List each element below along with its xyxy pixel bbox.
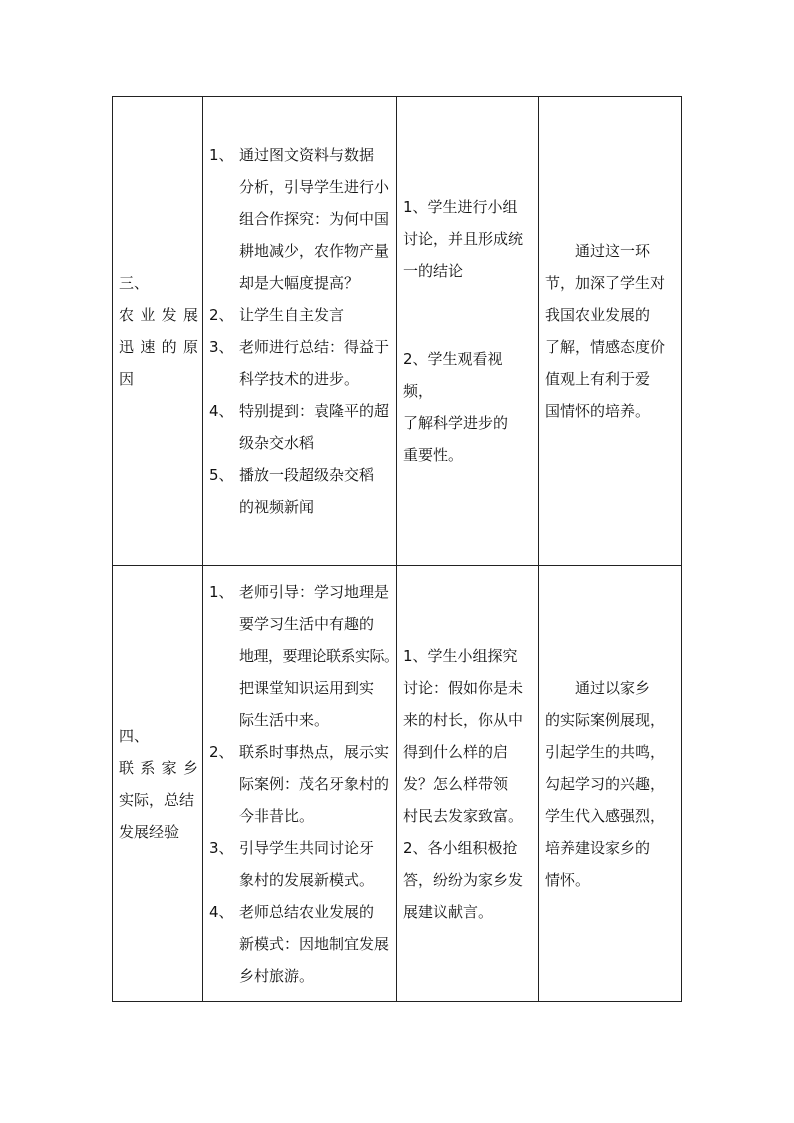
list-item (209, 299, 390, 331)
item-line: 际案例：茂名牙象村的 (239, 774, 390, 793)
purpose-line: 节，加深了学生对 (545, 274, 666, 292)
student-activity-cell (397, 566, 539, 1002)
stage-title-line: 迅速的原 (119, 338, 198, 356)
list-item (209, 736, 390, 832)
student-activity-cell (397, 97, 539, 566)
stage-title (119, 752, 198, 848)
purpose-line: 国情怀的培养。 (545, 402, 651, 420)
item-line: 际生活中来。 (239, 710, 330, 729)
item-line: 把课堂知识运用到实 (239, 678, 375, 697)
item-line: 地理，要理论联系实际。 (239, 646, 399, 665)
item-line: 讨论：假如你是未 (403, 678, 524, 697)
purpose-line: 了解，情感态度价 (545, 338, 666, 356)
item-line: 乡村旅游。 (239, 966, 315, 985)
design-purpose-cell (539, 97, 682, 566)
item-line: 老师引导：学习地理是 (239, 582, 390, 601)
purpose-line: 值观上有利于爱 (545, 370, 651, 388)
stage-title-line: 联系家乡 (119, 758, 198, 777)
item-line: 的视频新闻 (239, 498, 315, 516)
item-line: 发？怎么样带领 (403, 774, 509, 793)
item-line: 2、各小组积极抢 (403, 838, 518, 857)
lesson-plan-table (112, 96, 682, 1002)
item-line: 老师总结农业发展的 (239, 902, 375, 921)
student-item (403, 343, 532, 471)
item-number: 5、 (209, 466, 234, 484)
list-item (209, 832, 390, 896)
list-item (209, 331, 390, 395)
item-line: 得到什么样的启 (403, 742, 509, 761)
item-line: 却是大幅度提高？ (239, 274, 360, 292)
student-item (403, 640, 532, 832)
item-line: 组合作探究：为何中国 (239, 210, 390, 228)
stage-number: 四、 (119, 726, 150, 745)
item-line: 重要性。 (403, 446, 464, 464)
item-line: 新模式：因地制宜发展 (239, 934, 390, 953)
list-item (209, 576, 399, 736)
purpose-line: 我国农业发展的 (545, 306, 651, 324)
purpose-line: 通过这一环 (575, 242, 651, 260)
item-line: 引导学生共同讨论牙 (239, 838, 375, 857)
teacher-activity-cell (203, 97, 397, 566)
purpose-line: 通过以家乡 (575, 678, 651, 697)
teacher-activity-cell (203, 566, 397, 1002)
student-item (403, 832, 532, 928)
stage-number: 三、 (119, 274, 150, 292)
item-line: 分析，引导学生进行小 (239, 178, 390, 196)
item-line: 来的村长，你从中 (403, 710, 524, 729)
purpose-line: 情怀。 (545, 870, 591, 889)
stage-cell (113, 566, 203, 1002)
list-item (209, 896, 390, 992)
item-line: 特别提到：袁隆平的超 (239, 402, 390, 420)
item-number: 2、 (209, 742, 234, 761)
item-number: 1、 (209, 582, 234, 601)
item-line: 通过图文资料与数据 (239, 146, 375, 164)
item-line: 1、学生进行小组 (403, 198, 518, 216)
item-line: 1、学生小组探究 (403, 646, 518, 665)
item-line: 讨论，并且形成统 (403, 230, 524, 248)
list-item (209, 395, 390, 459)
item-line: 联系时事热点，展示实 (239, 742, 390, 761)
item-line: 了解科学进步的 (403, 414, 509, 432)
item-line: 耕地减少，农作物产量 (239, 242, 390, 260)
stage-title-line: 实际，总结 (119, 790, 195, 809)
item-line: 播放一段超级杂交稻 (239, 466, 375, 484)
item-number: 4、 (209, 402, 234, 420)
stage-cell (113, 97, 203, 566)
student-item (403, 191, 532, 287)
item-number: 3、 (209, 838, 234, 857)
design-purpose-cell (539, 566, 682, 1002)
stage-title-line: 因 (119, 370, 135, 388)
item-line: 答，纷纷为家乡发 (403, 870, 524, 889)
stage-title-line: 农业发展 (119, 306, 198, 324)
item-line: 科学技术的进步。 (239, 370, 360, 388)
purpose-line: 的实际案例展现， (545, 710, 666, 729)
item-line: 让学生自主发言 (239, 306, 345, 324)
list-item (209, 459, 390, 523)
table-row (113, 97, 682, 566)
item-line: 级杂交水稻 (239, 434, 315, 452)
item-number: 4、 (209, 902, 234, 921)
purpose-line: 引起学生的共鸣， (545, 742, 666, 761)
item-number: 2、 (209, 306, 234, 324)
item-number: 1、 (209, 146, 234, 164)
item-line: 老师进行总结：得益于 (239, 338, 390, 356)
stage-title-line: 发展经验 (119, 822, 180, 841)
item-line: 2、学生观看视频， (403, 350, 503, 400)
item-line: 展建议献言。 (403, 902, 494, 921)
item-line: 今非昔比。 (239, 806, 315, 825)
list-item (209, 139, 390, 299)
stage-title (119, 299, 198, 395)
purpose-line: 培养建设家乡的 (545, 838, 651, 857)
purpose-line: 学生代入感强烈， (545, 806, 666, 825)
purpose-line: 勾起学习的兴趣， (545, 774, 666, 793)
item-number: 3、 (209, 338, 234, 356)
item-line: 村民去发家致富。 (403, 806, 524, 825)
item-line: 象村的发展新模式。 (239, 870, 375, 889)
item-line: 一的结论 (403, 262, 464, 280)
item-line: 要学习生活中有趣的 (239, 614, 375, 633)
table-row (113, 566, 682, 1002)
